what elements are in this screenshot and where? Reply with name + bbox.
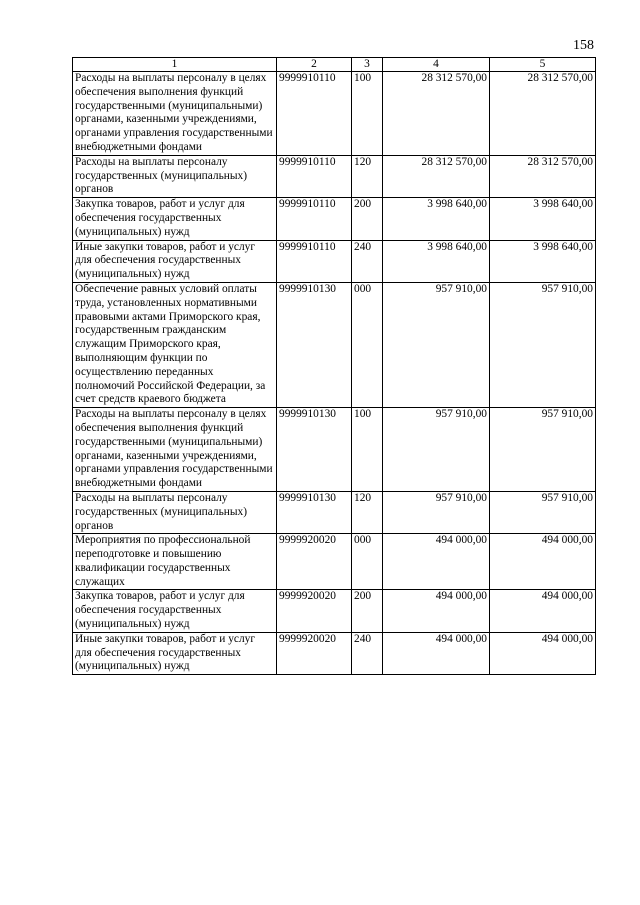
row-amount-col5: 494 000,00 xyxy=(490,632,596,674)
row-amount-col5: 957 910,00 xyxy=(490,491,596,533)
row-name: Иные закупки товаров, работ и услуг для обеспечения государственных (муниципальных) нужд xyxy=(73,632,277,674)
row-name: Мероприятия по профессиональной переподготовке и повышению квалификации государственных служащих xyxy=(73,534,277,590)
row-name: Закупка товаров, работ и услуг для обеспечения государственных (муниципальных) нужд xyxy=(73,198,277,240)
row-name: Расходы на выплаты персоналу государственных (муниципальных) органов xyxy=(73,155,277,197)
table-row xyxy=(73,408,596,492)
row-amount-col5: 3 998 640,00 xyxy=(490,198,596,240)
row-amount-col4: 494 000,00 xyxy=(383,590,490,632)
header-col-3: 3 xyxy=(352,58,383,72)
row-code: 9999920020 xyxy=(277,632,352,674)
row-code: 9999910110 xyxy=(277,155,352,197)
row-code: 9999910130 xyxy=(277,408,352,492)
row-amount-col5: 494 000,00 xyxy=(490,534,596,590)
row-amount-col4: 3 998 640,00 xyxy=(383,198,490,240)
row-amount-col5: 957 910,00 xyxy=(490,408,596,492)
page-number: 158 xyxy=(573,38,594,53)
row-amount-col5: 494 000,00 xyxy=(490,590,596,632)
row-amount-col4: 957 910,00 xyxy=(383,408,490,492)
table-header-row xyxy=(73,58,596,72)
table-row xyxy=(73,282,596,407)
row-name: Иные закупки товаров, работ и услуг для обеспечения государственных (муниципальных) нужд xyxy=(73,240,277,282)
row-type: 200 xyxy=(352,590,383,632)
header-col-4: 4 xyxy=(383,58,490,72)
row-name: Расходы на выплаты персоналу в целях обеспечения выполнения функций государственными (муниципальными) органами, казенными учреждениями, органами управления государственными внебюджетными фондами xyxy=(73,408,277,492)
row-code: 9999910110 xyxy=(277,72,352,156)
row-name: Обеспечение равных условий оплаты труда, установленных нормативными правовыми актами Приморского края, государственным гражданским служащим Приморского края, выполняющим функции по осуществлению переданных полномочий Российской Федерации, за счет средств краевого бюджета xyxy=(73,282,277,407)
row-name: Закупка товаров, работ и услуг для обеспечения государственных (муниципальных) нужд xyxy=(73,590,277,632)
table-row xyxy=(73,491,596,533)
row-code: 9999920020 xyxy=(277,590,352,632)
row-code: 9999910130 xyxy=(277,282,352,407)
table-row xyxy=(73,632,596,674)
row-type: 000 xyxy=(352,282,383,407)
row-name: Расходы на выплаты персоналу государственных (муниципальных) органов xyxy=(73,491,277,533)
header-col-1: 1 xyxy=(73,58,277,72)
row-amount-col4: 494 000,00 xyxy=(383,632,490,674)
row-amount-col4: 28 312 570,00 xyxy=(383,72,490,156)
row-amount-col4: 957 910,00 xyxy=(383,491,490,533)
row-code: 9999910130 xyxy=(277,491,352,533)
row-code: 9999910110 xyxy=(277,198,352,240)
row-code: 9999910110 xyxy=(277,240,352,282)
table-row xyxy=(73,590,596,632)
row-code: 9999920020 xyxy=(277,534,352,590)
row-amount-col4: 957 910,00 xyxy=(383,282,490,407)
row-name: Расходы на выплаты персоналу в целях обеспечения выполнения функций государственными (муниципальными) органами, казенными учреждениями, органами управления государственными внебюджетными фондами xyxy=(73,72,277,156)
row-type: 100 xyxy=(352,408,383,492)
row-type: 120 xyxy=(352,491,383,533)
table-row xyxy=(73,240,596,282)
budget-table xyxy=(72,57,596,675)
row-type: 200 xyxy=(352,198,383,240)
row-amount-col4: 28 312 570,00 xyxy=(383,155,490,197)
row-amount-col4: 494 000,00 xyxy=(383,534,490,590)
row-type: 000 xyxy=(352,534,383,590)
header-col-5: 5 xyxy=(490,58,596,72)
table-row xyxy=(73,155,596,197)
row-amount-col5: 28 312 570,00 xyxy=(490,155,596,197)
table-row xyxy=(73,72,596,156)
table-row xyxy=(73,198,596,240)
header-col-2: 2 xyxy=(277,58,352,72)
row-amount-col5: 28 312 570,00 xyxy=(490,72,596,156)
row-type: 240 xyxy=(352,632,383,674)
row-type: 100 xyxy=(352,72,383,156)
row-amount-col4: 3 998 640,00 xyxy=(383,240,490,282)
row-amount-col5: 957 910,00 xyxy=(490,282,596,407)
table-row xyxy=(73,534,596,590)
row-type: 120 xyxy=(352,155,383,197)
row-type: 240 xyxy=(352,240,383,282)
row-amount-col5: 3 998 640,00 xyxy=(490,240,596,282)
